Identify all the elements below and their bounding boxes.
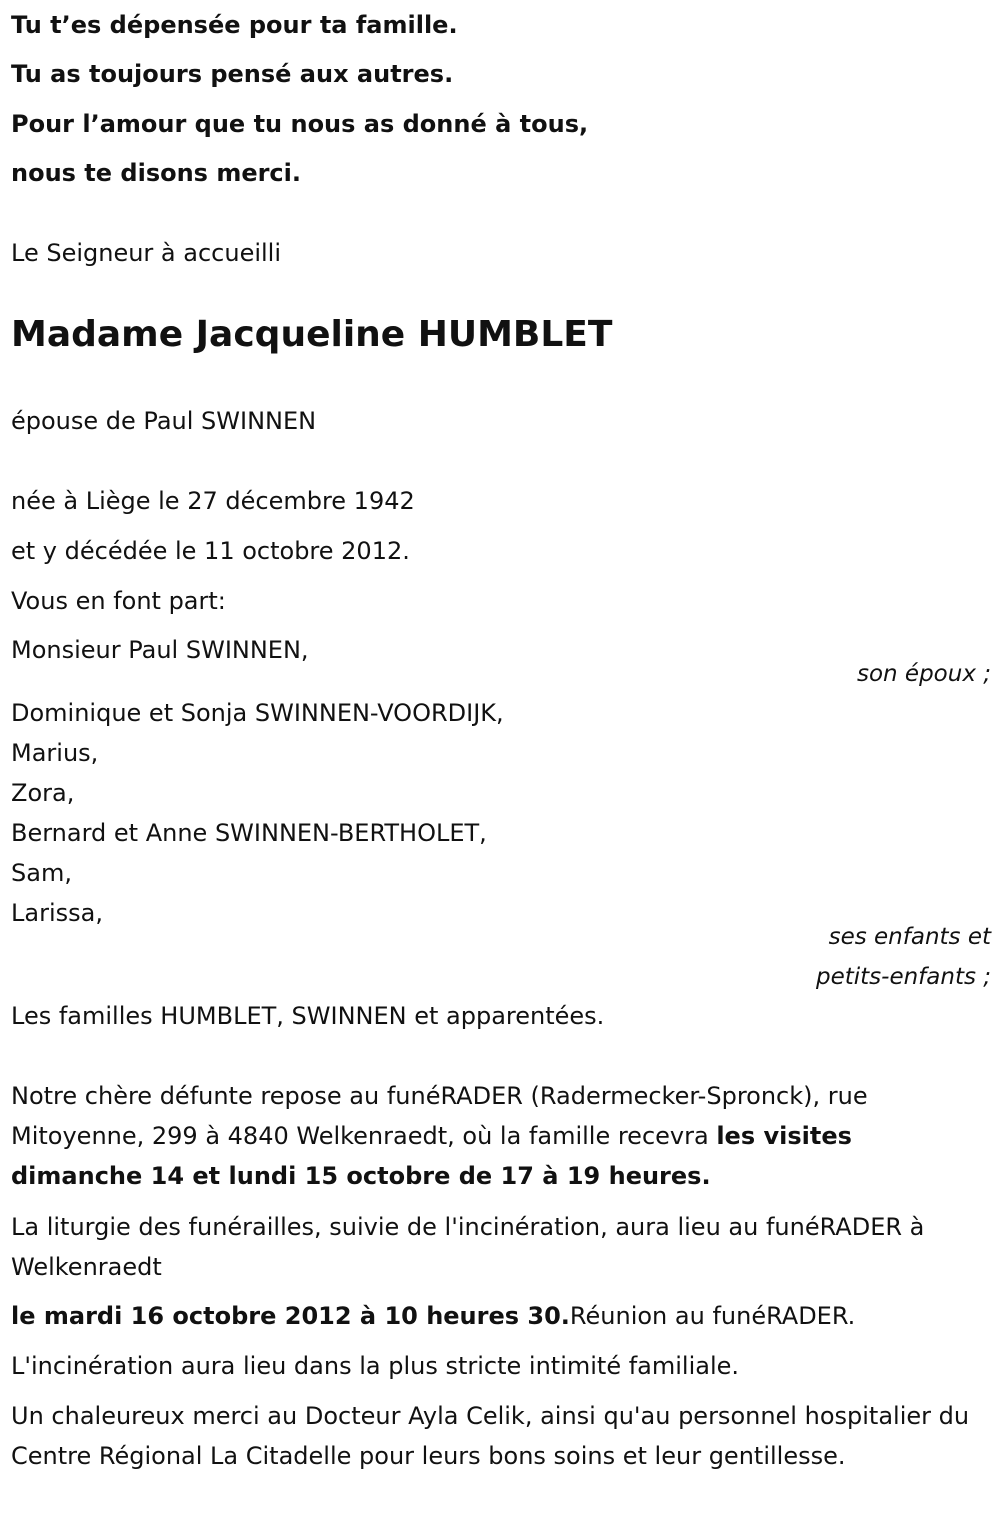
- ceremony-meeting: Réunion au funéRADER.: [569, 1302, 856, 1330]
- birth-line: née à Liège le 27 décembre 1942: [11, 487, 415, 515]
- intro-text: Le Seigneur à accueilli: [11, 239, 282, 267]
- children-role-line-2: petits-enfants ;: [815, 964, 991, 990]
- husband-role: son époux ;: [856, 661, 991, 687]
- child-line-6: Larissa,: [11, 899, 103, 927]
- families-line: Les familles HUMBLET, SWINNEN et apparentées.: [11, 1002, 605, 1030]
- poem-line-3: Pour l’amour que tu nous as donné à tous,: [11, 110, 589, 138]
- visiting-hours: les visites dimanche 14 et lundi 15 octobre de 17 à 19 heures.: [11, 1122, 852, 1190]
- cremation-paragraph: L'incinération aura lieu dans la plus stricte intimité familiale.: [11, 1352, 740, 1380]
- poem-line-2: Tu as toujours pensé aux autres.: [11, 60, 454, 88]
- deceased-name: Madame Jacqueline HUMBLET: [11, 314, 613, 355]
- ceremony-date-paragraph: [11, 1296, 991, 1336]
- child-line-4: Bernard et Anne SWINNEN-BERTHOLET,: [11, 819, 487, 847]
- poem-line-4: nous te disons merci.: [11, 159, 302, 187]
- liturgy-paragraph: La liturgie des funérailles, suivie de l'incinération, aura lieu au funéRADER à Welkenraedt: [11, 1213, 925, 1281]
- death-line: et y décédée le 11 octobre 2012.: [11, 537, 410, 565]
- poem-line-1: Tu t’es dépensée pour ta famille.: [11, 11, 458, 39]
- ceremony-date: le mardi 16 octobre 2012 à 10 heures 30.: [11, 1302, 570, 1330]
- repose-paragraph: [11, 1076, 991, 1196]
- children-role-line-1: ses enfants et: [828, 924, 991, 950]
- child-line-1: Dominique et Sonja SWINNEN-VOORDIJK,: [11, 699, 504, 727]
- child-line-3: Zora,: [11, 779, 75, 807]
- announce-line: Vous en font part:: [11, 587, 226, 615]
- child-line-5: Sam,: [11, 859, 72, 887]
- spouse-line: épouse de Paul SWINNEN: [11, 407, 317, 435]
- thanks-paragraph: Un chaleureux merci au Docteur Ayla Celik, ainsi qu'au personnel hospitalier du Centre Régional La Citadelle pour leurs bons soins et leur gentillesse.: [11, 1402, 970, 1470]
- husband-line: Monsieur Paul SWINNEN,: [11, 636, 309, 664]
- repose-text: Notre chère défunte repose au funéRADER (Radermecker-Spronck), rue Mitoyenne, 299 à 4840 Welkenraedt, où la famille recevra: [11, 1082, 868, 1150]
- child-line-2: Marius,: [11, 739, 99, 767]
